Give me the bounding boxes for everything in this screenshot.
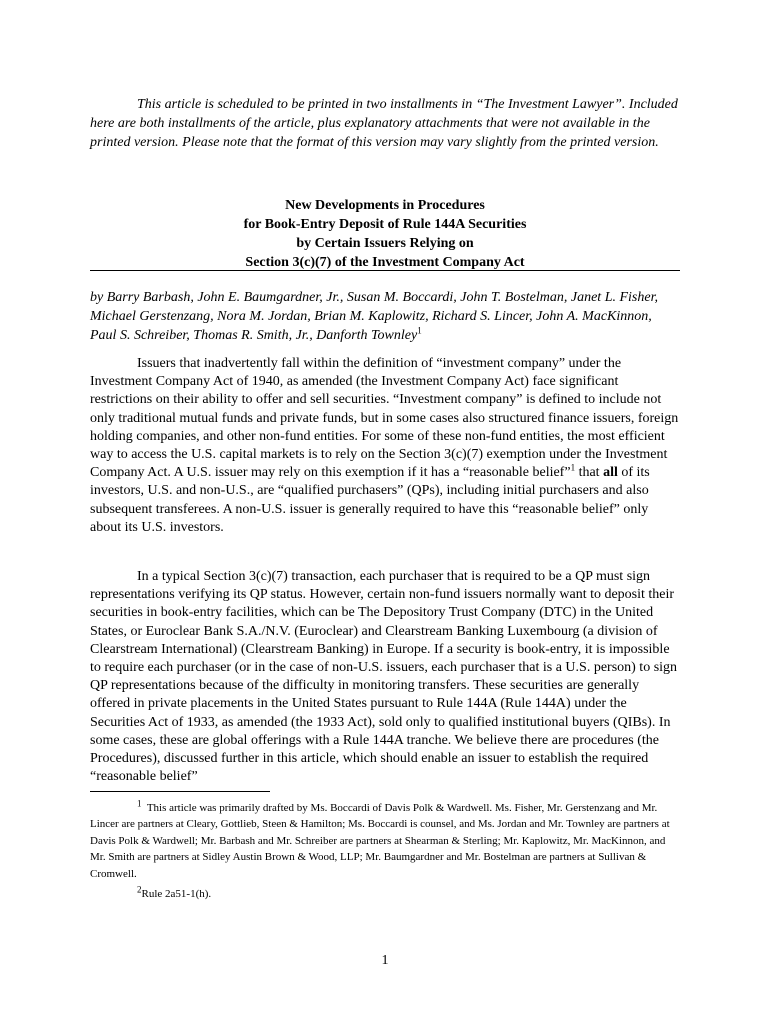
footnote-1-number: 1 (137, 798, 142, 809)
author-list (90, 288, 680, 345)
paragraph1-footnote-ref[interactable]: 1 (570, 462, 576, 473)
author-footnote-ref[interactable]: 1 (417, 325, 422, 336)
footnote-2-number: 2 (137, 884, 142, 895)
body-paragraph-2: In a typical Section 3(c)(7) transaction, each purchaser that is required to be a QP must sign representations verifying its QP status. However, certain non-fund issuers normally want to deposit their securities in book-entry facilities, which can be The Depository Trust Company (DTC) in the United States, or Euroclear Bank S.A./N.V. (Euroclear) and Clearstream Banking Luxembourg (a division of Clearstream International) (Clearstream Banking) in Europe. If a security is book-entry, it is impossible to require each purchaser (or in the case of non-U.S. issuers, each purchaser that is a U.S. person) to sign QP representations because of the difficulty in monitoring transfers. These securities are generally offered in private placements in the United States pursuant to Rule 144A (Rule 144A) under the Securities Act of 1933, as amended (the 1933 Act), sold only to qualified institutional buyers (QIBs). In some cases, these are global offerings with a Rule 144A tranche. We believe there are procedures (the Procedures), discussed further in this article, which should enable an issuer to establish the required “reasonable belief” (90, 569, 678, 785)
paragraph1-text-a: Issuers that inadvertently fall within the definition of “investment company” under the Investment Company Act of 1940, as amended (the Investment Company Act) face significant restrictions on their ability to offer and sell securities. “Investment company” is defined to include not only traditional mutual funds and private funds, but in some cases also structured finance issuers, foreign holding companies, and other non-fund entities. For some of these non-fund entities, the most efficient way to access the U.S. capital markets is to rely on the Section 3(c)(7) exemption under the Investment Company Act. A U.S. issuer may rely on this exemption if it has a “reasonable belief” (90, 356, 679, 481)
footnote-divider (90, 791, 270, 792)
title-line-2: for Book-Entry Deposit of Rule 144A Securities (243, 217, 527, 232)
title-line-1: New Developments in Procedures (285, 198, 485, 213)
title-line-3: by Certain Issuers Relying on (296, 236, 474, 251)
intro-note: This article is scheduled to be printed in two installments in “The Investment Lawyer”. Included here are both installments of the article, plus explanatory attachments that were not available in the printed version. Please note that the format of this version may vary slightly from the printed version. (90, 97, 678, 150)
paragraph1-text-b: that (575, 465, 604, 481)
body-paragraph-1 (90, 355, 680, 537)
title-line-4: Section 3(c)(7) of the Investment Company Act (245, 255, 525, 270)
footnote-1-text: This article was primarily drafted by Ms. Boccardi of Davis Polk & Wardwell. Ms. Fisher, Mr. Gerstenzang and Mr. Lincer are partners at Cleary, Gottlieb, Steen & Hamilton; Ms. Boccardi is counsel, and Ms. Jordan and Mr. Townley are partners at Davis Polk & Wardwell; Mr. Barbash and Mr. Schreiber are partners at Shearman & Sterling; Mr. Kaplowitz, Mr. MacKinnon, and Mr. Smith are partners at Sidley Austin Brown & Wood, LLP; Mr. Baumgardner and Mr. Bostelman are partners at Sullivan & Cromwell. (90, 802, 670, 880)
footnote-2 (90, 886, 680, 902)
author-names: by Barry Barbash, John E. Baumgardner, Jr., Susan M. Boccardi, John T. Bostelman, Janet L. Fisher, Michael Gerstenzang, Nora M. Jordan, Brian M. Kaplowitz, Richard S. Lincer, John A. MacKinnon, Paul S. Schreiber, Thomas R. Smith, Jr., Danforth Townley (90, 290, 658, 343)
paragraph1-bold-word: all (603, 465, 618, 481)
paragraph1-text-c: of its investors, U.S. and non-U.S., are “qualified purchasers” (QPs), including initial purchasers and also subsequent transferees. A non-U.S. issuer is generally required to have this “reasonable belief” only about its U.S. investors. (90, 465, 650, 535)
footnote-2-text: Rule 2a51-1(h). (141, 888, 212, 900)
footnote-1 (90, 800, 680, 882)
title-divider (90, 270, 680, 271)
page-number: 1 (381, 953, 389, 968)
article-title (90, 196, 680, 272)
